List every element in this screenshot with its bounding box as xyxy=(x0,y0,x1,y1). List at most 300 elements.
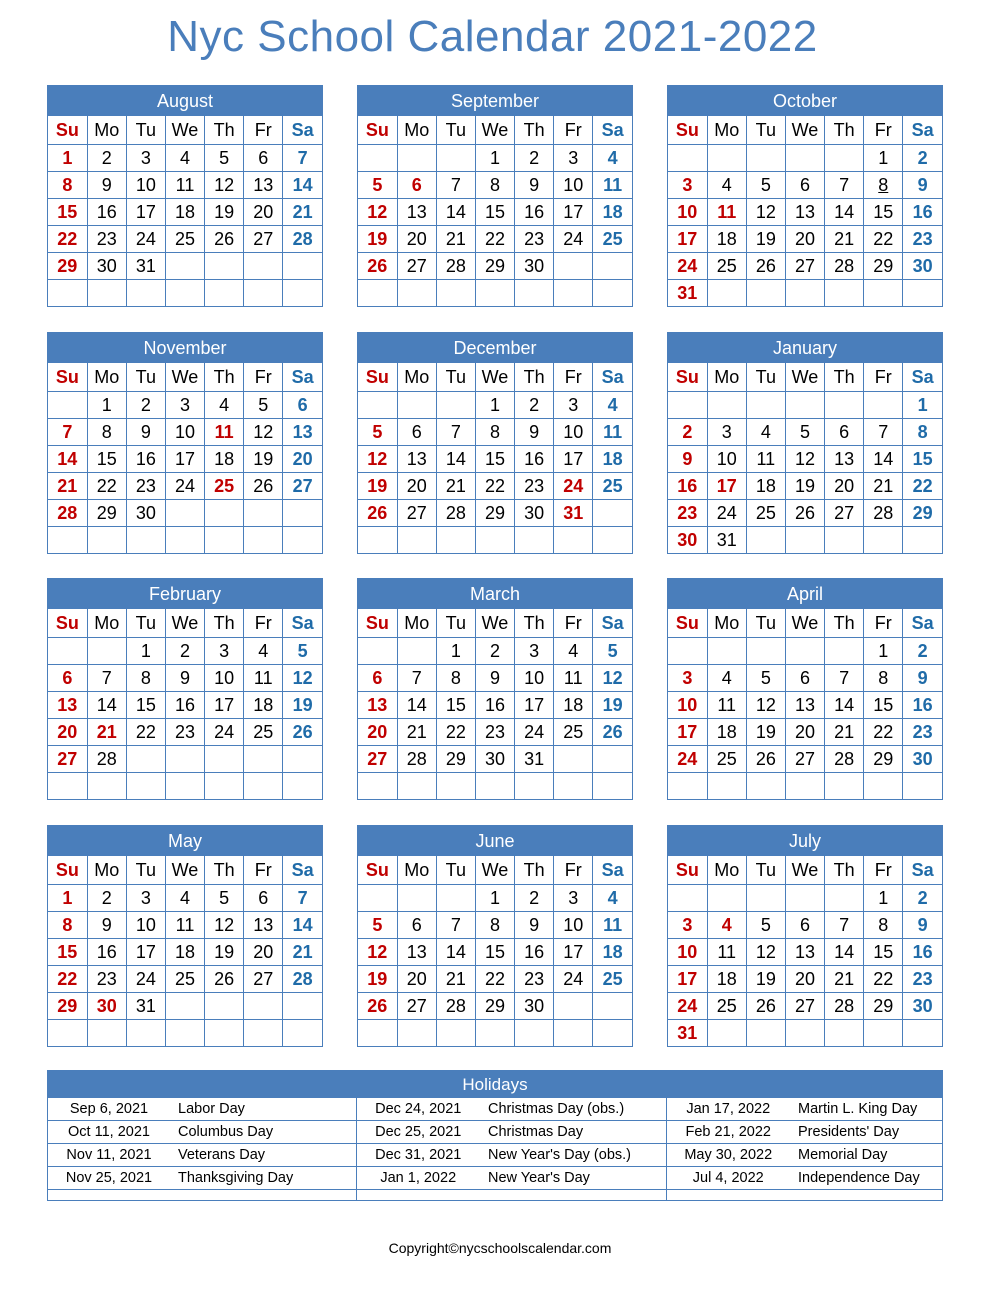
day-cell: 2 xyxy=(87,145,126,172)
week-row xyxy=(668,966,942,993)
month-name: June xyxy=(358,826,632,856)
week-row xyxy=(358,226,632,253)
weekday-label: Tu xyxy=(436,856,475,885)
day-cell: 11 xyxy=(205,419,244,446)
day-cell: 26 xyxy=(283,719,322,746)
day-cell: 1 xyxy=(864,885,903,912)
weekday-row xyxy=(668,363,942,392)
week-row xyxy=(668,419,942,446)
weekday-label: Su xyxy=(358,609,397,638)
week-row xyxy=(668,746,942,773)
day-cell xyxy=(825,773,864,800)
weekday-row xyxy=(48,363,322,392)
day-cell: 15 xyxy=(48,199,87,226)
week-row xyxy=(668,199,942,226)
weekday-label: Mo xyxy=(397,609,436,638)
day-cell: 22 xyxy=(48,966,87,993)
weekday-label: Fr xyxy=(864,363,903,392)
month-name: September xyxy=(358,86,632,116)
day-cell xyxy=(746,527,785,554)
day-cell: 3 xyxy=(668,172,707,199)
day-cell: 12 xyxy=(205,912,244,939)
day-cell: 18 xyxy=(165,939,204,966)
holiday-name: New Year's Day xyxy=(480,1167,666,1190)
holiday-name: Memorial Day xyxy=(790,1144,942,1167)
weekday-label: Fr xyxy=(864,116,903,145)
day-cell: 26 xyxy=(746,253,785,280)
weekday-label: Th xyxy=(825,116,864,145)
weekday-label: We xyxy=(165,856,204,885)
day-cell: 17 xyxy=(668,966,707,993)
day-cell: 28 xyxy=(436,993,475,1020)
day-cell: 30 xyxy=(475,746,514,773)
day-cell: 17 xyxy=(126,199,165,226)
month-october xyxy=(667,85,943,307)
day-cell: 16 xyxy=(515,446,554,473)
day-cell: 13 xyxy=(48,692,87,719)
day-cell: 21 xyxy=(283,939,322,966)
day-cell: 10 xyxy=(707,446,746,473)
week-row xyxy=(358,473,632,500)
day-cell: 20 xyxy=(825,473,864,500)
day-cell: 4 xyxy=(205,392,244,419)
week-row xyxy=(48,446,322,473)
day-cell: 12 xyxy=(244,419,283,446)
day-cell: 11 xyxy=(165,912,204,939)
day-cell: 28 xyxy=(825,993,864,1020)
day-cell: 9 xyxy=(87,172,126,199)
weekday-label: Su xyxy=(358,116,397,145)
day-cell xyxy=(436,527,475,554)
day-cell: 13 xyxy=(397,199,436,226)
day-cell: 3 xyxy=(554,885,593,912)
weekday-label: Sa xyxy=(903,609,942,638)
weekday-label: Th xyxy=(515,116,554,145)
holiday-row xyxy=(48,1144,942,1167)
week-row xyxy=(358,172,632,199)
day-cell xyxy=(825,145,864,172)
day-cell: 16 xyxy=(903,939,942,966)
holiday-name: Veterans Day xyxy=(170,1144,356,1167)
day-cell: 30 xyxy=(126,500,165,527)
day-cell: 31 xyxy=(668,1020,707,1047)
day-cell: 6 xyxy=(283,392,322,419)
day-cell xyxy=(707,1020,746,1047)
weekday-label: Tu xyxy=(746,856,785,885)
day-cell xyxy=(864,280,903,307)
day-cell: 8 xyxy=(903,419,942,446)
day-cell: 11 xyxy=(707,939,746,966)
day-cell xyxy=(165,993,204,1020)
day-cell: 27 xyxy=(244,966,283,993)
week-row xyxy=(358,253,632,280)
day-cell xyxy=(707,773,746,800)
day-cell: 11 xyxy=(707,199,746,226)
day-cell xyxy=(746,773,785,800)
holiday-name: Presidents' Day xyxy=(790,1121,942,1144)
day-cell: 4 xyxy=(165,145,204,172)
day-cell: 27 xyxy=(825,500,864,527)
weekday-row xyxy=(358,609,632,638)
day-cell: 7 xyxy=(87,665,126,692)
weekday-label: We xyxy=(475,609,514,638)
holiday-date: Nov 25, 2021 xyxy=(48,1167,170,1190)
day-cell: 17 xyxy=(165,446,204,473)
holiday-row xyxy=(48,1167,942,1190)
day-cell xyxy=(593,773,632,800)
day-cell: 16 xyxy=(165,692,204,719)
day-cell: 21 xyxy=(436,226,475,253)
day-cell xyxy=(358,527,397,554)
day-cell: 24 xyxy=(165,473,204,500)
day-cell: 2 xyxy=(903,885,942,912)
day-cell xyxy=(825,527,864,554)
holiday-name: Martin L. King Day xyxy=(790,1098,942,1121)
week-row xyxy=(358,500,632,527)
weekday-label: Su xyxy=(48,856,87,885)
day-cell xyxy=(244,993,283,1020)
day-cell: 22 xyxy=(436,719,475,746)
day-cell: 25 xyxy=(165,966,204,993)
day-cell: 30 xyxy=(903,993,942,1020)
weekday-label: Su xyxy=(668,116,707,145)
day-cell: 17 xyxy=(554,199,593,226)
holiday-row xyxy=(48,1098,942,1121)
day-cell: 2 xyxy=(515,392,554,419)
day-cell: 28 xyxy=(48,500,87,527)
day-cell: 26 xyxy=(746,746,785,773)
month-name: July xyxy=(668,826,942,856)
day-cell: 27 xyxy=(785,253,824,280)
weekday-label: Fr xyxy=(244,116,283,145)
day-cell xyxy=(593,500,632,527)
day-cell: 30 xyxy=(87,993,126,1020)
day-cell: 14 xyxy=(436,446,475,473)
page-title: Nyc School Calendar 2021-2022 xyxy=(167,12,818,61)
weekday-label: Fr xyxy=(244,856,283,885)
day-cell: 14 xyxy=(864,446,903,473)
day-cell: 2 xyxy=(87,885,126,912)
weekday-row xyxy=(358,856,632,885)
day-cell xyxy=(746,280,785,307)
day-cell xyxy=(205,500,244,527)
weekday-label: Fr xyxy=(244,609,283,638)
weekday-row xyxy=(668,609,942,638)
day-cell: 7 xyxy=(436,419,475,446)
day-cell: 4 xyxy=(593,392,632,419)
weekday-label: We xyxy=(165,116,204,145)
day-cell xyxy=(244,253,283,280)
week-row xyxy=(48,993,322,1020)
day-cell: 25 xyxy=(165,226,204,253)
day-cell xyxy=(668,885,707,912)
week-row xyxy=(668,1020,942,1047)
day-cell: 9 xyxy=(903,912,942,939)
day-cell: 18 xyxy=(707,226,746,253)
day-cell: 9 xyxy=(87,912,126,939)
day-cell: 15 xyxy=(475,446,514,473)
day-cell xyxy=(668,773,707,800)
week-row xyxy=(48,746,322,773)
weekday-label: Sa xyxy=(593,363,632,392)
day-cell: 1 xyxy=(87,392,126,419)
day-cell: 3 xyxy=(668,665,707,692)
day-cell xyxy=(554,280,593,307)
day-cell: 21 xyxy=(825,966,864,993)
weekday-label: Fr xyxy=(554,609,593,638)
day-cell xyxy=(825,280,864,307)
day-cell: 6 xyxy=(825,419,864,446)
holiday-row-empty xyxy=(48,1190,942,1201)
week-row xyxy=(358,692,632,719)
day-cell: 16 xyxy=(87,939,126,966)
day-cell: 8 xyxy=(475,419,514,446)
day-cell: 7 xyxy=(397,665,436,692)
day-cell xyxy=(785,392,824,419)
day-cell xyxy=(358,145,397,172)
day-cell: 22 xyxy=(864,966,903,993)
day-cell xyxy=(87,638,126,665)
day-cell: 16 xyxy=(515,939,554,966)
day-cell: 13 xyxy=(244,912,283,939)
day-cell xyxy=(397,1020,436,1047)
weekday-label: Sa xyxy=(593,116,632,145)
day-cell: 27 xyxy=(397,500,436,527)
day-cell: 9 xyxy=(126,419,165,446)
day-cell: 16 xyxy=(475,692,514,719)
day-cell: 22 xyxy=(475,966,514,993)
day-cell: 6 xyxy=(397,419,436,446)
day-cell: 21 xyxy=(436,966,475,993)
week-row xyxy=(358,912,632,939)
day-cell xyxy=(668,638,707,665)
weekday-label: Tu xyxy=(436,609,475,638)
week-row xyxy=(668,912,942,939)
day-cell xyxy=(903,280,942,307)
week-row xyxy=(48,885,322,912)
day-cell: 8 xyxy=(436,665,475,692)
week-row xyxy=(48,419,322,446)
day-cell: 3 xyxy=(126,145,165,172)
day-cell: 3 xyxy=(668,912,707,939)
day-cell: 18 xyxy=(244,692,283,719)
day-cell: 8 xyxy=(87,419,126,446)
day-cell xyxy=(475,1020,514,1047)
day-cell: 18 xyxy=(593,199,632,226)
weekday-label: We xyxy=(785,363,824,392)
day-cell xyxy=(244,773,283,800)
month-name: May xyxy=(48,826,322,856)
day-cell xyxy=(785,527,824,554)
weekday-label: Sa xyxy=(283,363,322,392)
holidays-table xyxy=(47,1070,943,1201)
day-cell xyxy=(903,773,942,800)
day-cell: 10 xyxy=(668,939,707,966)
weekday-label: Tu xyxy=(746,116,785,145)
day-cell: 7 xyxy=(48,419,87,446)
day-cell: 7 xyxy=(436,912,475,939)
day-cell xyxy=(554,527,593,554)
day-cell: 4 xyxy=(707,665,746,692)
day-cell: 16 xyxy=(903,199,942,226)
day-cell: 12 xyxy=(358,199,397,226)
day-cell: 20 xyxy=(785,226,824,253)
weekday-row xyxy=(48,116,322,145)
week-row xyxy=(48,280,322,307)
day-cell xyxy=(515,280,554,307)
day-cell: 18 xyxy=(746,473,785,500)
day-cell xyxy=(436,885,475,912)
weekday-label: Mo xyxy=(707,609,746,638)
day-cell: 7 xyxy=(864,419,903,446)
day-cell: 3 xyxy=(126,885,165,912)
day-cell: 28 xyxy=(436,253,475,280)
day-cell: 4 xyxy=(707,912,746,939)
day-cell: 27 xyxy=(785,746,824,773)
day-cell: 11 xyxy=(593,912,632,939)
month-november xyxy=(47,332,323,554)
day-cell: 14 xyxy=(87,692,126,719)
weekday-label: Th xyxy=(205,856,244,885)
weekday-label: Th xyxy=(515,363,554,392)
day-cell: 1 xyxy=(475,145,514,172)
day-cell: 24 xyxy=(668,253,707,280)
weekday-label: Su xyxy=(48,116,87,145)
day-cell: 20 xyxy=(244,939,283,966)
day-cell xyxy=(707,280,746,307)
weekday-label: We xyxy=(475,116,514,145)
weekday-label: Su xyxy=(668,856,707,885)
day-cell: 19 xyxy=(244,446,283,473)
day-cell: 20 xyxy=(397,226,436,253)
day-cell xyxy=(397,145,436,172)
day-cell xyxy=(746,638,785,665)
month-name: April xyxy=(668,579,942,609)
weekday-label: Su xyxy=(48,609,87,638)
weekday-label: We xyxy=(785,609,824,638)
month-february xyxy=(47,578,323,800)
week-row xyxy=(48,172,322,199)
day-cell: 13 xyxy=(358,692,397,719)
day-cell: 11 xyxy=(593,172,632,199)
day-cell: 28 xyxy=(436,500,475,527)
weekday-label: We xyxy=(785,116,824,145)
day-cell: 21 xyxy=(825,719,864,746)
weekday-label: We xyxy=(475,856,514,885)
day-cell: 13 xyxy=(397,446,436,473)
holiday-name: New Year's Day (obs.) xyxy=(480,1144,666,1167)
week-row xyxy=(48,392,322,419)
week-row xyxy=(668,638,942,665)
day-cell: 8 xyxy=(864,665,903,692)
day-cell: 28 xyxy=(825,746,864,773)
day-cell: 4 xyxy=(707,172,746,199)
day-cell: 7 xyxy=(825,665,864,692)
day-cell xyxy=(397,392,436,419)
holiday-date: Oct 11, 2021 xyxy=(48,1121,170,1144)
day-cell: 12 xyxy=(785,446,824,473)
day-cell: 3 xyxy=(554,145,593,172)
month-name: January xyxy=(668,333,942,363)
day-cell: 22 xyxy=(87,473,126,500)
day-cell xyxy=(785,1020,824,1047)
day-cell: 12 xyxy=(746,199,785,226)
day-cell: 22 xyxy=(903,473,942,500)
weekday-label: Fr xyxy=(554,363,593,392)
day-cell xyxy=(593,993,632,1020)
day-cell: 13 xyxy=(785,939,824,966)
weekday-label: Th xyxy=(825,856,864,885)
day-cell: 5 xyxy=(358,419,397,446)
day-cell: 26 xyxy=(785,500,824,527)
day-cell: 20 xyxy=(785,966,824,993)
week-row xyxy=(48,199,322,226)
day-cell: 20 xyxy=(397,966,436,993)
weekday-label: Mo xyxy=(707,856,746,885)
day-cell: 31 xyxy=(126,253,165,280)
weekday-row xyxy=(668,856,942,885)
day-cell: 5 xyxy=(283,638,322,665)
week-row xyxy=(668,719,942,746)
day-cell xyxy=(475,527,514,554)
day-cell xyxy=(283,280,322,307)
holiday-date: Sep 6, 2021 xyxy=(48,1098,170,1121)
day-cell xyxy=(283,773,322,800)
empty-cell xyxy=(666,1190,790,1201)
day-cell: 1 xyxy=(48,145,87,172)
day-cell: 23 xyxy=(515,966,554,993)
day-cell xyxy=(593,746,632,773)
day-cell: 9 xyxy=(515,172,554,199)
day-cell: 16 xyxy=(87,199,126,226)
month-april xyxy=(667,578,943,800)
weekday-label: Sa xyxy=(283,116,322,145)
day-cell xyxy=(668,145,707,172)
week-row xyxy=(48,692,322,719)
weekday-label: Sa xyxy=(283,856,322,885)
week-row xyxy=(358,145,632,172)
day-cell xyxy=(554,746,593,773)
day-cell: 18 xyxy=(707,719,746,746)
week-row xyxy=(668,280,942,307)
week-row xyxy=(668,527,942,554)
day-cell: 11 xyxy=(244,665,283,692)
day-cell: 5 xyxy=(358,912,397,939)
day-cell xyxy=(785,280,824,307)
weekday-label: Tu xyxy=(126,363,165,392)
day-cell: 4 xyxy=(244,638,283,665)
day-cell: 16 xyxy=(903,692,942,719)
day-cell xyxy=(825,392,864,419)
day-cell: 28 xyxy=(397,746,436,773)
day-cell: 28 xyxy=(87,746,126,773)
week-row xyxy=(358,419,632,446)
day-cell: 19 xyxy=(358,473,397,500)
day-cell: 23 xyxy=(903,966,942,993)
day-cell: 1 xyxy=(864,145,903,172)
day-cell xyxy=(283,1020,322,1047)
day-cell xyxy=(903,527,942,554)
weekday-label: Th xyxy=(515,856,554,885)
day-cell: 30 xyxy=(515,993,554,1020)
week-row xyxy=(668,993,942,1020)
day-cell xyxy=(864,773,903,800)
week-row xyxy=(358,746,632,773)
weekday-label: Th xyxy=(825,363,864,392)
day-cell: 1 xyxy=(475,392,514,419)
day-cell: 19 xyxy=(746,226,785,253)
day-cell: 14 xyxy=(825,939,864,966)
